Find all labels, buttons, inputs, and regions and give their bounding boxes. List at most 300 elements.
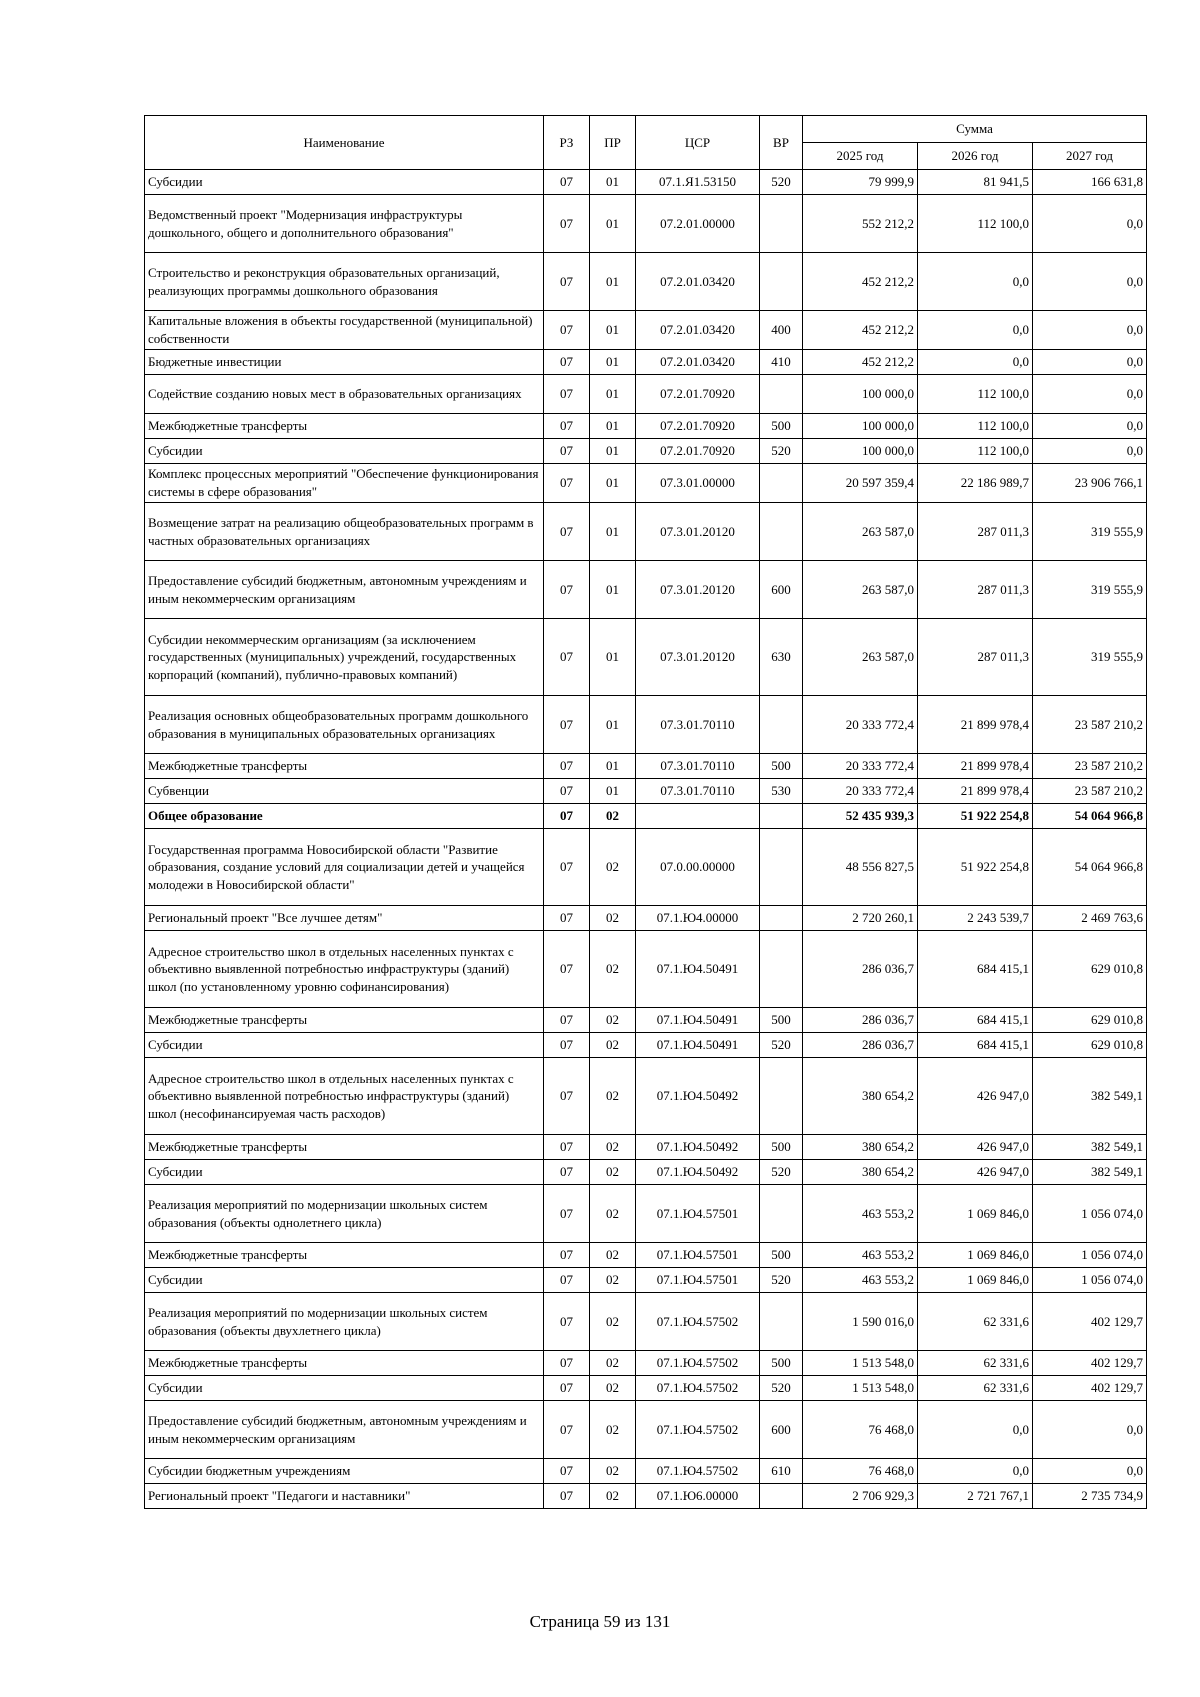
row-vr bbox=[760, 696, 803, 754]
row-pr: 01 bbox=[590, 561, 636, 619]
table-row bbox=[145, 375, 1147, 414]
header-rz: РЗ bbox=[544, 116, 590, 170]
row-sum-2025: 20 597 359,4 bbox=[803, 464, 918, 503]
row-sum-2027: 2 469 763,6 bbox=[1033, 906, 1147, 931]
header-vr: ВР bbox=[760, 116, 803, 170]
row-vr: 520 bbox=[760, 1268, 803, 1293]
row-rz: 07 bbox=[544, 1293, 590, 1351]
row-sum-2026: 21 899 978,4 bbox=[918, 754, 1033, 779]
row-sum-2025: 263 587,0 bbox=[803, 561, 918, 619]
row-rz: 07 bbox=[544, 1135, 590, 1160]
row-sum-2025: 380 654,2 bbox=[803, 1160, 918, 1185]
row-sum-2025: 463 553,2 bbox=[803, 1185, 918, 1243]
row-csr: 07.2.01.03420 bbox=[636, 350, 760, 375]
row-vr bbox=[760, 195, 803, 253]
header-csr: ЦСР bbox=[636, 116, 760, 170]
row-sum-2027: 402 129,7 bbox=[1033, 1351, 1147, 1376]
row-pr: 01 bbox=[590, 464, 636, 503]
row-rz: 07 bbox=[544, 1268, 590, 1293]
row-vr: 520 bbox=[760, 1160, 803, 1185]
row-sum-2027: 23 587 210,2 bbox=[1033, 754, 1147, 779]
row-csr: 07.1.Ю4.57502 bbox=[636, 1376, 760, 1401]
row-sum-2026: 2 243 539,7 bbox=[918, 906, 1033, 931]
row-pr: 01 bbox=[590, 170, 636, 195]
row-pr: 01 bbox=[590, 779, 636, 804]
table-row bbox=[145, 464, 1147, 503]
row-sum-2026: 112 100,0 bbox=[918, 439, 1033, 464]
row-vr bbox=[760, 464, 803, 503]
table-row bbox=[145, 829, 1147, 906]
row-sum-2027: 23 587 210,2 bbox=[1033, 779, 1147, 804]
table-row bbox=[145, 1008, 1147, 1033]
row-name: Субсидии bbox=[145, 439, 544, 464]
row-name: Межбюджетные трансферты bbox=[145, 1135, 544, 1160]
row-vr: 520 bbox=[760, 170, 803, 195]
row-rz: 07 bbox=[544, 1185, 590, 1243]
row-rz: 07 bbox=[544, 1033, 590, 1058]
row-sum-2026: 62 331,6 bbox=[918, 1351, 1033, 1376]
table-row bbox=[145, 195, 1147, 253]
row-name: Субсидии bbox=[145, 170, 544, 195]
table-row bbox=[145, 1058, 1147, 1135]
row-rz: 07 bbox=[544, 561, 590, 619]
table-row bbox=[145, 170, 1147, 195]
row-sum-2025: 76 468,0 bbox=[803, 1401, 918, 1459]
header-pr: ПР bbox=[590, 116, 636, 170]
row-pr: 02 bbox=[590, 1376, 636, 1401]
row-rz: 07 bbox=[544, 619, 590, 696]
row-sum-2025: 452 212,2 bbox=[803, 253, 918, 311]
row-pr: 01 bbox=[590, 350, 636, 375]
row-sum-2025: 1 513 548,0 bbox=[803, 1376, 918, 1401]
row-rz: 07 bbox=[544, 311, 590, 350]
row-csr: 07.1.Ю4.50492 bbox=[636, 1058, 760, 1135]
row-pr: 02 bbox=[590, 1293, 636, 1351]
row-name: Ведомственный проект "Модернизация инфраструктуры дошкольного, общего и дополнительного образования" bbox=[145, 195, 544, 253]
row-vr: 500 bbox=[760, 1243, 803, 1268]
table-row bbox=[145, 561, 1147, 619]
row-sum-2025: 380 654,2 bbox=[803, 1058, 918, 1135]
row-pr: 01 bbox=[590, 503, 636, 561]
row-name: Строительство и реконструкция образовательных организаций, реализующих программы дошкольного образования bbox=[145, 253, 544, 311]
row-rz: 07 bbox=[544, 1243, 590, 1268]
row-sum-2026: 0,0 bbox=[918, 311, 1033, 350]
row-pr: 02 bbox=[590, 906, 636, 931]
table-row bbox=[145, 754, 1147, 779]
row-sum-2025: 552 212,2 bbox=[803, 195, 918, 253]
row-sum-2025: 1 513 548,0 bbox=[803, 1351, 918, 1376]
row-name: Субсидии bbox=[145, 1160, 544, 1185]
row-sum-2026: 21 899 978,4 bbox=[918, 696, 1033, 754]
row-sum-2027: 0,0 bbox=[1033, 350, 1147, 375]
row-sum-2025: 100 000,0 bbox=[803, 439, 918, 464]
row-pr: 01 bbox=[590, 754, 636, 779]
row-sum-2027: 319 555,9 bbox=[1033, 503, 1147, 561]
table-row bbox=[145, 619, 1147, 696]
table-row bbox=[145, 503, 1147, 561]
row-sum-2026: 22 186 989,7 bbox=[918, 464, 1033, 503]
row-csr: 07.1.Ю4.57502 bbox=[636, 1293, 760, 1351]
row-sum-2025: 452 212,2 bbox=[803, 311, 918, 350]
row-csr: 07.1.Ю4.57502 bbox=[636, 1351, 760, 1376]
row-rz: 07 bbox=[544, 439, 590, 464]
row-csr: 07.0.00.00000 bbox=[636, 829, 760, 906]
row-vr: 500 bbox=[760, 414, 803, 439]
row-vr: 500 bbox=[760, 1008, 803, 1033]
row-sum-2026: 21 899 978,4 bbox=[918, 779, 1033, 804]
row-sum-2026: 684 415,1 bbox=[918, 931, 1033, 1008]
row-name: Капитальные вложения в объекты государственной (муниципальной) собственности bbox=[145, 311, 544, 350]
row-sum-2027: 629 010,8 bbox=[1033, 1033, 1147, 1058]
row-vr: 610 bbox=[760, 1459, 803, 1484]
row-sum-2026: 112 100,0 bbox=[918, 414, 1033, 439]
row-rz: 07 bbox=[544, 1459, 590, 1484]
row-pr: 02 bbox=[590, 1135, 636, 1160]
row-rz: 07 bbox=[544, 170, 590, 195]
row-sum-2026: 287 011,3 bbox=[918, 619, 1033, 696]
row-csr: 07.2.01.70920 bbox=[636, 375, 760, 414]
table-row bbox=[145, 931, 1147, 1008]
row-pr: 01 bbox=[590, 439, 636, 464]
row-name: Межбюджетные трансферты bbox=[145, 1351, 544, 1376]
table-row bbox=[145, 779, 1147, 804]
row-vr bbox=[760, 375, 803, 414]
row-rz: 07 bbox=[544, 464, 590, 503]
row-sum-2026: 51 922 254,8 bbox=[918, 829, 1033, 906]
row-pr: 02 bbox=[590, 1268, 636, 1293]
row-csr: 07.1.Ю4.57501 bbox=[636, 1185, 760, 1243]
row-pr: 02 bbox=[590, 829, 636, 906]
row-sum-2026: 81 941,5 bbox=[918, 170, 1033, 195]
row-sum-2027: 23 587 210,2 bbox=[1033, 696, 1147, 754]
row-name: Региональный проект "Педагоги и наставники" bbox=[145, 1484, 544, 1509]
row-csr: 07.1.Ю4.50491 bbox=[636, 1033, 760, 1058]
row-sum-2026: 112 100,0 bbox=[918, 195, 1033, 253]
row-rz: 07 bbox=[544, 350, 590, 375]
row-rz: 07 bbox=[544, 253, 590, 311]
table-row bbox=[145, 253, 1147, 311]
row-rz: 07 bbox=[544, 931, 590, 1008]
row-pr: 02 bbox=[590, 931, 636, 1008]
table-body bbox=[145, 170, 1147, 1509]
row-sum-2025: 79 999,9 bbox=[803, 170, 918, 195]
row-name: Субвенции bbox=[145, 779, 544, 804]
row-vr bbox=[760, 1058, 803, 1135]
row-vr: 410 bbox=[760, 350, 803, 375]
header-sum: Сумма bbox=[803, 116, 1147, 143]
row-pr: 01 bbox=[590, 253, 636, 311]
row-sum-2025: 286 036,7 bbox=[803, 931, 918, 1008]
row-csr bbox=[636, 804, 760, 829]
row-rz: 07 bbox=[544, 195, 590, 253]
row-name: Субсидии bbox=[145, 1268, 544, 1293]
row-sum-2026: 0,0 bbox=[918, 350, 1033, 375]
row-vr: 600 bbox=[760, 1401, 803, 1459]
row-name: Предоставление субсидий бюджетным, автономным учреждениям и иным некоммерческим организациям bbox=[145, 561, 544, 619]
row-pr: 02 bbox=[590, 1459, 636, 1484]
row-csr: 07.1.Ю4.50492 bbox=[636, 1160, 760, 1185]
row-csr: 07.1.Ю4.50491 bbox=[636, 931, 760, 1008]
row-rz: 07 bbox=[544, 1058, 590, 1135]
row-sum-2027: 382 549,1 bbox=[1033, 1160, 1147, 1185]
row-sum-2026: 684 415,1 bbox=[918, 1008, 1033, 1033]
row-vr: 520 bbox=[760, 1376, 803, 1401]
row-csr: 07.1.Ю6.00000 bbox=[636, 1484, 760, 1509]
row-sum-2026: 0,0 bbox=[918, 253, 1033, 311]
row-sum-2025: 100 000,0 bbox=[803, 414, 918, 439]
row-sum-2025: 76 468,0 bbox=[803, 1459, 918, 1484]
row-pr: 02 bbox=[590, 1484, 636, 1509]
row-pr: 01 bbox=[590, 311, 636, 350]
row-sum-2026: 287 011,3 bbox=[918, 561, 1033, 619]
row-name: Возмещение затрат на реализацию общеобразовательных программ в частных образовательных организациях bbox=[145, 503, 544, 561]
row-sum-2025: 2 706 929,3 bbox=[803, 1484, 918, 1509]
table-row bbox=[145, 311, 1147, 350]
row-sum-2025: 20 333 772,4 bbox=[803, 779, 918, 804]
row-csr: 07.2.01.70920 bbox=[636, 414, 760, 439]
table-row bbox=[145, 350, 1147, 375]
row-vr: 600 bbox=[760, 561, 803, 619]
header-year-2026: 2026 год bbox=[918, 143, 1033, 170]
row-csr: 07.2.01.00000 bbox=[636, 195, 760, 253]
row-name: Межбюджетные трансферты bbox=[145, 414, 544, 439]
table-row bbox=[145, 1135, 1147, 1160]
table-row bbox=[145, 1243, 1147, 1268]
row-sum-2025: 263 587,0 bbox=[803, 503, 918, 561]
row-pr: 01 bbox=[590, 414, 636, 439]
row-rz: 07 bbox=[544, 1160, 590, 1185]
row-sum-2027: 0,0 bbox=[1033, 1459, 1147, 1484]
row-csr: 07.3.01.70110 bbox=[636, 779, 760, 804]
row-vr: 400 bbox=[760, 311, 803, 350]
row-csr: 07.1.Ю4.57502 bbox=[636, 1459, 760, 1484]
row-sum-2026: 426 947,0 bbox=[918, 1058, 1033, 1135]
table-row bbox=[145, 1268, 1147, 1293]
row-rz: 07 bbox=[544, 906, 590, 931]
row-rz: 07 bbox=[544, 414, 590, 439]
row-sum-2027: 382 549,1 bbox=[1033, 1058, 1147, 1135]
table-row bbox=[145, 1484, 1147, 1509]
row-vr: 500 bbox=[760, 1351, 803, 1376]
row-name: Субсидии bbox=[145, 1033, 544, 1058]
row-name: Адресное строительство школ в отдельных населенных пунктах с объективно выявленной потребностью инфраструктуры (зданий) школ (несофинансируемая часть расходов) bbox=[145, 1058, 544, 1135]
row-sum-2026: 1 069 846,0 bbox=[918, 1243, 1033, 1268]
header-row-1 bbox=[145, 116, 1147, 143]
row-name: Предоставление субсидий бюджетным, автономным учреждениям и иным некоммерческим организациям bbox=[145, 1401, 544, 1459]
row-sum-2025: 1 590 016,0 bbox=[803, 1293, 918, 1351]
row-sum-2026: 287 011,3 bbox=[918, 503, 1033, 561]
row-sum-2026: 0,0 bbox=[918, 1401, 1033, 1459]
row-sum-2027: 166 631,8 bbox=[1033, 170, 1147, 195]
row-csr: 07.1.Ю4.57502 bbox=[636, 1401, 760, 1459]
row-sum-2027: 0,0 bbox=[1033, 195, 1147, 253]
row-sum-2027: 0,0 bbox=[1033, 1401, 1147, 1459]
row-pr: 02 bbox=[590, 1401, 636, 1459]
row-sum-2025: 263 587,0 bbox=[803, 619, 918, 696]
budget-table bbox=[144, 115, 1147, 1509]
table-row bbox=[145, 1293, 1147, 1351]
row-sum-2026: 2 721 767,1 bbox=[918, 1484, 1033, 1509]
row-sum-2026: 426 947,0 bbox=[918, 1135, 1033, 1160]
row-sum-2027: 0,0 bbox=[1033, 375, 1147, 414]
row-name: Комплекс процессных мероприятий "Обеспечение функционирования системы в сфере образования" bbox=[145, 464, 544, 503]
row-csr: 07.3.01.00000 bbox=[636, 464, 760, 503]
row-pr: 02 bbox=[590, 1185, 636, 1243]
row-vr: 530 bbox=[760, 779, 803, 804]
row-sum-2025: 2 720 260,1 bbox=[803, 906, 918, 931]
row-sum-2025: 380 654,2 bbox=[803, 1135, 918, 1160]
row-rz: 07 bbox=[544, 829, 590, 906]
row-pr: 02 bbox=[590, 1351, 636, 1376]
row-csr: 07.3.01.20120 bbox=[636, 619, 760, 696]
table-row bbox=[145, 804, 1147, 829]
row-name: Государственная программа Новосибирской области "Развитие образования, создание условий для социализации детей и учащейся молодежи в Новосибирской области" bbox=[145, 829, 544, 906]
row-rz: 07 bbox=[544, 1351, 590, 1376]
row-sum-2027: 0,0 bbox=[1033, 439, 1147, 464]
row-csr: 07.3.01.70110 bbox=[636, 754, 760, 779]
row-sum-2027: 402 129,7 bbox=[1033, 1293, 1147, 1351]
row-vr bbox=[760, 931, 803, 1008]
row-sum-2025: 463 553,2 bbox=[803, 1243, 918, 1268]
row-name: Общее образование bbox=[145, 804, 544, 829]
row-name: Межбюджетные трансферты bbox=[145, 754, 544, 779]
row-sum-2027: 319 555,9 bbox=[1033, 619, 1147, 696]
table-row bbox=[145, 1160, 1147, 1185]
row-csr: 07.1.Я1.53150 bbox=[636, 170, 760, 195]
row-sum-2026: 112 100,0 bbox=[918, 375, 1033, 414]
row-csr: 07.2.01.70920 bbox=[636, 439, 760, 464]
row-pr: 01 bbox=[590, 696, 636, 754]
row-sum-2027: 1 056 074,0 bbox=[1033, 1243, 1147, 1268]
row-pr: 01 bbox=[590, 619, 636, 696]
page-number: Страница 59 из 131 bbox=[529, 1612, 671, 1631]
row-sum-2025: 286 036,7 bbox=[803, 1008, 918, 1033]
row-sum-2027: 1 056 074,0 bbox=[1033, 1185, 1147, 1243]
row-sum-2027: 382 549,1 bbox=[1033, 1135, 1147, 1160]
row-name: Межбюджетные трансферты bbox=[145, 1008, 544, 1033]
table-row bbox=[145, 696, 1147, 754]
row-csr: 07.1.Ю4.50491 bbox=[636, 1008, 760, 1033]
row-name: Субсидии bbox=[145, 1376, 544, 1401]
row-sum-2025: 463 553,2 bbox=[803, 1268, 918, 1293]
row-pr: 02 bbox=[590, 804, 636, 829]
row-sum-2027: 629 010,8 bbox=[1033, 1008, 1147, 1033]
row-sum-2025: 100 000,0 bbox=[803, 375, 918, 414]
row-sum-2026: 1 069 846,0 bbox=[918, 1185, 1033, 1243]
row-csr: 07.3.01.20120 bbox=[636, 561, 760, 619]
row-name: Реализация мероприятий по модернизации школьных систем образования (объекты однолетнего цикла) bbox=[145, 1185, 544, 1243]
row-pr: 01 bbox=[590, 375, 636, 414]
row-vr bbox=[760, 1185, 803, 1243]
row-csr: 07.1.Ю4.00000 bbox=[636, 906, 760, 931]
row-vr bbox=[760, 253, 803, 311]
row-rz: 07 bbox=[544, 1376, 590, 1401]
table-row bbox=[145, 439, 1147, 464]
table-row bbox=[145, 1351, 1147, 1376]
row-csr: 07.3.01.70110 bbox=[636, 696, 760, 754]
row-name: Содействие созданию новых мест в образовательных организациях bbox=[145, 375, 544, 414]
row-rz: 07 bbox=[544, 754, 590, 779]
row-pr: 02 bbox=[590, 1008, 636, 1033]
row-vr bbox=[760, 829, 803, 906]
row-sum-2025: 48 556 827,5 bbox=[803, 829, 918, 906]
row-sum-2026: 0,0 bbox=[918, 1459, 1033, 1484]
row-sum-2027: 23 906 766,1 bbox=[1033, 464, 1147, 503]
row-vr bbox=[760, 1484, 803, 1509]
row-sum-2027: 402 129,7 bbox=[1033, 1376, 1147, 1401]
row-vr bbox=[760, 906, 803, 931]
table-row bbox=[145, 414, 1147, 439]
header-name: Наименование bbox=[145, 116, 544, 170]
row-name: Реализация мероприятий по модернизации школьных систем образования (объекты двухлетнего цикла) bbox=[145, 1293, 544, 1351]
row-vr bbox=[760, 804, 803, 829]
row-csr: 07.1.Ю4.57501 bbox=[636, 1243, 760, 1268]
row-sum-2027: 54 064 966,8 bbox=[1033, 804, 1147, 829]
table-row bbox=[145, 906, 1147, 931]
row-csr: 07.2.01.03420 bbox=[636, 311, 760, 350]
row-name: Бюджетные инвестиции bbox=[145, 350, 544, 375]
table-row bbox=[145, 1033, 1147, 1058]
row-sum-2027: 319 555,9 bbox=[1033, 561, 1147, 619]
row-pr: 02 bbox=[590, 1033, 636, 1058]
row-vr: 520 bbox=[760, 439, 803, 464]
row-name: Межбюджетные трансферты bbox=[145, 1243, 544, 1268]
row-sum-2027: 0,0 bbox=[1033, 311, 1147, 350]
row-sum-2026: 426 947,0 bbox=[918, 1160, 1033, 1185]
table-row bbox=[145, 1401, 1147, 1459]
row-name: Субсидии бюджетным учреждениям bbox=[145, 1459, 544, 1484]
row-pr: 01 bbox=[590, 195, 636, 253]
row-rz: 07 bbox=[544, 503, 590, 561]
row-name: Субсидии некоммерческим организациям (за исключением государственных (муниципальных) учреждений, государственных корпораций (компаний), публично-правовых компаний) bbox=[145, 619, 544, 696]
row-sum-2027: 629 010,8 bbox=[1033, 931, 1147, 1008]
row-sum-2025: 20 333 772,4 bbox=[803, 696, 918, 754]
row-sum-2026: 62 331,6 bbox=[918, 1376, 1033, 1401]
row-sum-2027: 0,0 bbox=[1033, 253, 1147, 311]
row-sum-2027: 2 735 734,9 bbox=[1033, 1484, 1147, 1509]
row-vr: 500 bbox=[760, 1135, 803, 1160]
row-sum-2026: 62 331,6 bbox=[918, 1293, 1033, 1351]
row-rz: 07 bbox=[544, 1401, 590, 1459]
row-csr: 07.1.Ю4.50492 bbox=[636, 1135, 760, 1160]
row-name: Реализация основных общеобразовательных программ дошкольного образования в муниципальных образовательных организациях bbox=[145, 696, 544, 754]
row-rz: 07 bbox=[544, 696, 590, 754]
row-csr: 07.3.01.20120 bbox=[636, 503, 760, 561]
row-sum-2025: 20 333 772,4 bbox=[803, 754, 918, 779]
row-rz: 07 bbox=[544, 1484, 590, 1509]
header-year-2027: 2027 год bbox=[1033, 143, 1147, 170]
table-row bbox=[145, 1376, 1147, 1401]
row-sum-2027: 0,0 bbox=[1033, 414, 1147, 439]
row-rz: 07 bbox=[544, 375, 590, 414]
row-vr bbox=[760, 503, 803, 561]
table-row bbox=[145, 1459, 1147, 1484]
row-sum-2027: 1 056 074,0 bbox=[1033, 1268, 1147, 1293]
row-rz: 07 bbox=[544, 779, 590, 804]
row-vr: 630 bbox=[760, 619, 803, 696]
row-pr: 02 bbox=[590, 1058, 636, 1135]
row-pr: 02 bbox=[590, 1160, 636, 1185]
row-csr: 07.1.Ю4.57501 bbox=[636, 1268, 760, 1293]
row-sum-2026: 684 415,1 bbox=[918, 1033, 1033, 1058]
budget-document bbox=[144, 115, 1146, 1509]
row-sum-2025: 286 036,7 bbox=[803, 1033, 918, 1058]
row-csr: 07.2.01.03420 bbox=[636, 253, 760, 311]
row-vr: 520 bbox=[760, 1033, 803, 1058]
row-sum-2026: 51 922 254,8 bbox=[918, 804, 1033, 829]
row-sum-2026: 1 069 846,0 bbox=[918, 1268, 1033, 1293]
row-sum-2025: 452 212,2 bbox=[803, 350, 918, 375]
